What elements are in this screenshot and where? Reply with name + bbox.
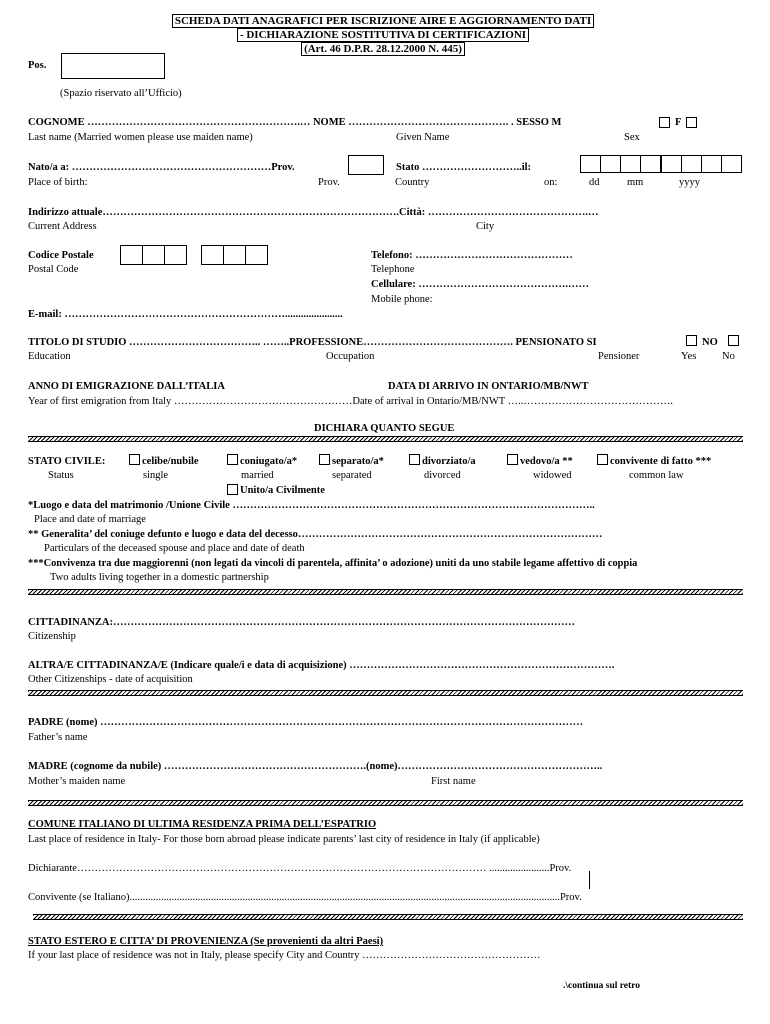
other-citizenship-label: Other Citizenships - date of acquisition xyxy=(28,674,193,685)
cohabitant-line: Convivente (se Italiano)....................................................................................................................................................................Prov. xyxy=(28,892,582,903)
city-label: City xyxy=(476,221,495,232)
deceased-spouse-label: Particulars of the deceased spouse and place and date of death xyxy=(44,543,305,554)
separato-checkbox[interactable] xyxy=(319,454,330,465)
postal-code-cells-2[interactable] xyxy=(201,245,267,265)
father-label: Father’s name xyxy=(28,732,88,743)
separated-label: separated xyxy=(332,470,372,481)
dd-label: dd xyxy=(589,177,600,188)
title-line-3: (Art. 46 D.P.R. 28.12.2000 N. 445) xyxy=(301,42,465,56)
pensioner-no-checkbox[interactable] xyxy=(728,335,739,346)
pos-label: Pos. xyxy=(28,60,47,71)
current-address-label: Current Address xyxy=(28,221,97,232)
pensioner-no-label: NO xyxy=(702,337,718,348)
last-comune-description: Last place of residence in Italy- For those born abroad please indicate parents’ last city of residence in Italy (if applicable) xyxy=(28,834,540,845)
pensioner-label: Pensioner xyxy=(598,351,640,362)
deceased-spouse-line: ** Generalita’ del coniuge defunto e luogo e data del decesso…………………………………………………………………………… xyxy=(28,529,603,540)
status-label: Status xyxy=(48,470,74,481)
divorced-label: divorced xyxy=(424,470,461,481)
vedovo-checkbox[interactable] xyxy=(507,454,518,465)
sex-f-label: F xyxy=(675,117,682,128)
citizenship-label: Citizenship xyxy=(28,631,76,642)
postal-code-heading: Codice Postale xyxy=(28,250,94,261)
continue-note: .\continua sul retro xyxy=(563,981,640,991)
partnership-line: ***Convivenza tra due maggiorenni (non legati da vincoli di parentela, affinita’ o adozione) uniti da uno stabile legame affettivo di coppia xyxy=(28,558,638,569)
emigration-line: Year of first emigration from Italy ……………………………………………Date of arrival in Ontario/MB/NWT …..……………………………………. xyxy=(28,396,673,407)
postal-code-cells-1[interactable] xyxy=(120,245,186,265)
title-line-1: SCHEDA DATI ANAGRAFICI PER ISCRIZIONE AIRE E AGGIORNAMENTO DATI xyxy=(172,14,594,28)
birth-day-cells[interactable] xyxy=(580,155,620,173)
address-line: Indirizzo attuale………………………………………………………………………….Città: ……………………………………….… xyxy=(28,207,599,218)
prov-label: Prov. xyxy=(318,177,340,188)
occupation-label: Occupation xyxy=(326,351,375,362)
mm-label: mm xyxy=(627,177,644,188)
cellulare-line: Cellulare: …………………………………….…… xyxy=(371,279,589,290)
mobile-label: Mobile phone: xyxy=(371,294,433,305)
marriage-line: *Luogo e data del matrimonio /Unione Civile ………………………………………………………………………………………….. xyxy=(28,500,595,511)
country-label: Country xyxy=(395,177,430,188)
emigration-year-heading: ANNO DI EMIGRAZIONE DALL’ITALIA xyxy=(28,381,225,392)
birth-line: Nato/a a: …………………………………………………Prov. xyxy=(28,162,295,173)
birth-prov-field[interactable] xyxy=(348,155,384,175)
other-citizenship-line: ALTRA/E CITTADINANZA/E (Indicare quale/i e data di acquisizione) …………………………………………………………………. xyxy=(28,660,615,671)
postal-code-label: Postal Code xyxy=(28,264,79,275)
birth-year-cells[interactable] xyxy=(661,155,741,173)
sex-m-checkbox[interactable] xyxy=(659,117,670,128)
section-divider xyxy=(28,690,743,696)
celibe-label: celibe/nubile xyxy=(142,456,199,467)
marriage-label: Place and date of marriage xyxy=(34,514,146,525)
sex-f-checkbox[interactable] xyxy=(686,117,697,128)
declaration-heading: DICHIARA QUANTO SEGUE xyxy=(314,423,455,434)
email-line: E-mail: ………………………………………………………...................... xyxy=(28,309,343,320)
father-line: PADRE (nome) ………………………………………………………………………………………………………………………… xyxy=(28,717,584,728)
telephone-label: Telephone xyxy=(371,264,415,275)
foreign-origin-heading: STATO ESTERO E CITTA’ DI PROVENIENZA (Se provenienti da altri Paesi) xyxy=(28,936,384,947)
education-line: TITOLO DI STUDIO ……………………………….. ……..PROFESSIONE……………………………………. PENSIONATO SI xyxy=(28,337,597,348)
separato-label: separato/a* xyxy=(332,456,384,467)
first-name-label: First name xyxy=(431,776,476,787)
mother-line: MADRE (cognome da nubile) ………………………………………………….(nome)………………………………………………….. xyxy=(28,761,603,772)
place-of-birth-label: Place of birth: xyxy=(28,177,88,188)
on-label: on: xyxy=(544,177,558,188)
telefono-line: Telefono: ……………………………………… xyxy=(371,250,573,261)
birth-country-line: Stato ………………………..il: xyxy=(396,162,532,173)
no-label: No xyxy=(722,351,735,362)
section-divider xyxy=(33,914,743,920)
citizenship-line: CITTADINANZA:…………………………………………………………………………………………………………………… xyxy=(28,617,575,628)
section-divider xyxy=(28,436,743,442)
office-note: (Spazio riservato all’Ufficio) xyxy=(60,88,182,99)
married-label: married xyxy=(241,470,274,481)
vedovo-label: vedovo/a ** xyxy=(520,456,573,467)
title-line-2: - DICHIARAZIONE SOSTITUTIVA DI CERTIFICAZIONI xyxy=(237,28,529,42)
birth-month-cells[interactable] xyxy=(620,155,660,173)
pos-field[interactable] xyxy=(61,53,165,79)
name-line: COGNOME …………………………………………………….… NOME ………………………………………. . SESSO M xyxy=(28,117,562,128)
common-law-label: common law xyxy=(629,470,684,481)
civil-status-heading: STATO CIVILE: xyxy=(28,456,106,467)
section-divider xyxy=(28,800,743,806)
convivente-checkbox[interactable] xyxy=(597,454,608,465)
yyyy-label: yyyy xyxy=(679,177,700,188)
pensioner-si-checkbox[interactable] xyxy=(686,335,697,346)
mother-label: Mother’s maiden name xyxy=(28,776,126,787)
declarant-line: Dichiarante……………………………………………………………………………………………………… .......................Prov. xyxy=(28,863,572,874)
coniugato-label: coniugato/a* xyxy=(240,456,298,467)
last-comune-heading: COMUNE ITALIANO DI ULTIMA RESIDENZA PRIMA DELL’ESPATRIO xyxy=(28,819,377,830)
widowed-label: widowed xyxy=(533,470,572,481)
form-title xyxy=(155,14,611,56)
celibe-checkbox[interactable] xyxy=(129,454,140,465)
sex-label: Sex xyxy=(624,132,640,143)
coniugato-checkbox[interactable] xyxy=(227,454,238,465)
cursor-mark xyxy=(589,871,590,889)
section-divider xyxy=(28,589,743,595)
partnership-label: Two adults living together in a domestic partnership xyxy=(50,572,269,583)
convivente-label: convivente di fatto *** xyxy=(610,456,712,467)
education-label: Education xyxy=(28,351,71,362)
unito-label: Unito/a Civilmente xyxy=(240,485,325,496)
foreign-origin-description: If your last place of residence was not in Italy, please specify City and Country …………………………………………… xyxy=(28,950,541,961)
divorziato-label: divorziato/a xyxy=(422,456,476,467)
unito-checkbox[interactable] xyxy=(227,484,238,495)
divorziato-checkbox[interactable] xyxy=(409,454,420,465)
single-label: single xyxy=(143,470,169,481)
last-name-label: Last name (Married women please use maiden name) xyxy=(28,132,253,143)
arrival-date-heading: DATA DI ARRIVO IN ONTARIO/MB/NWT xyxy=(388,381,589,392)
yes-label: Yes xyxy=(681,351,697,362)
given-name-label: Given Name xyxy=(396,132,450,143)
